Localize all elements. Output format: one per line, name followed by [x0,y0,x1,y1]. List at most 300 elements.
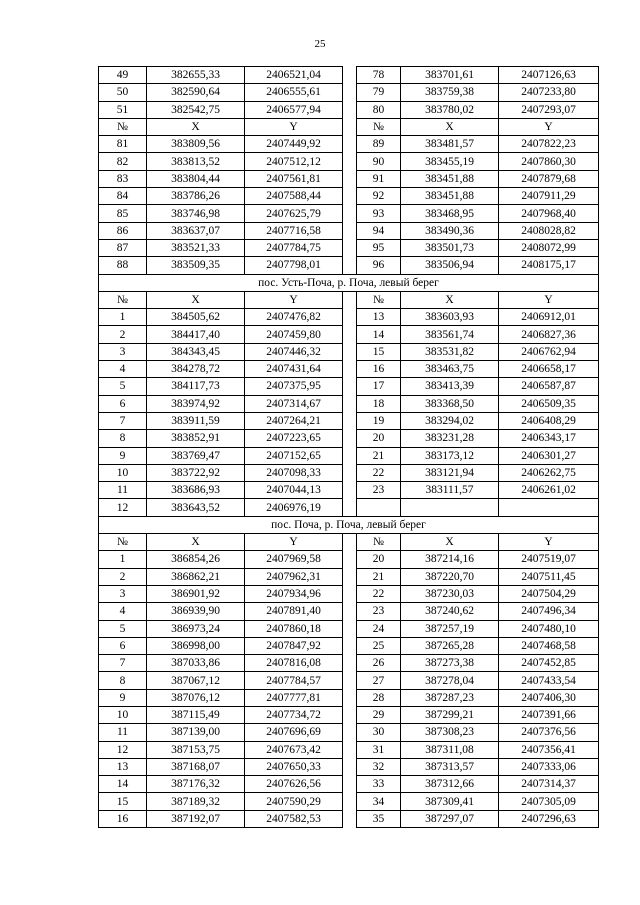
header-y: Y [499,291,599,308]
column-gap [343,585,357,602]
header-y: Y [245,118,343,135]
table-row [99,430,599,447]
y-coordinate: 2407391,66 [499,706,599,723]
x-coordinate: 383413,39 [401,378,499,395]
point-number: 87 [99,239,147,256]
header-row [99,534,599,551]
point-number: 10 [99,464,147,481]
table-row [99,672,599,689]
header-y: Y [245,291,343,308]
column-gap [343,257,357,274]
point-number: 27 [357,672,401,689]
table-row [99,603,599,620]
header-y: Y [499,534,599,551]
column-gap [343,724,357,741]
point-number [357,499,401,516]
point-number: 85 [99,205,147,222]
x-coordinate: 387257,19 [401,620,499,637]
x-coordinate: 384343,45 [147,343,245,360]
table-row [99,637,599,654]
x-coordinate: 383911,59 [147,412,245,429]
y-coordinate: 2406261,02 [499,482,599,499]
x-coordinate: 387240,62 [401,603,499,620]
point-number: 5 [99,620,147,637]
column-gap [343,188,357,205]
table-row [99,482,599,499]
column-gap [343,84,357,101]
point-number: 26 [357,655,401,672]
point-number: 3 [99,585,147,602]
x-coordinate: 387265,28 [401,637,499,654]
point-number: 94 [357,222,401,239]
point-number: 50 [99,84,147,101]
x-coordinate: 383974,92 [147,395,245,412]
y-coordinate: 2407588,44 [245,188,343,205]
table-row [99,378,599,395]
x-coordinate: 383451,88 [401,170,499,187]
x-coordinate: 387176,32 [147,776,245,793]
table-row [99,551,599,568]
table-row [99,136,599,153]
x-coordinate: 383490,36 [401,222,499,239]
x-coordinate: 383468,95 [401,205,499,222]
y-coordinate: 2406301,27 [499,447,599,464]
y-coordinate: 2407784,57 [245,672,343,689]
column-gap [343,741,357,758]
y-coordinate: 2406827,36 [499,326,599,343]
point-number: 34 [357,793,401,810]
point-number: 22 [357,585,401,602]
point-number: 4 [99,361,147,378]
y-coordinate: 2407152,65 [245,447,343,464]
y-coordinate: 2407446,32 [245,343,343,360]
column-gap [343,101,357,118]
point-number: 14 [99,776,147,793]
point-number: 78 [357,67,401,84]
column-gap [343,309,357,326]
y-coordinate: 2407496,34 [499,603,599,620]
section-title-row [99,274,599,291]
y-coordinate: 2407264,21 [245,412,343,429]
y-coordinate: 2407962,31 [245,568,343,585]
point-number: 29 [357,706,401,723]
x-coordinate: 387312,66 [401,776,499,793]
x-coordinate: 387214,16 [401,551,499,568]
column-gap [343,326,357,343]
x-coordinate: 383111,57 [401,482,499,499]
x-coordinate: 382590,64 [147,84,245,101]
header-row [99,118,599,135]
y-coordinate: 2407314,67 [245,395,343,412]
point-number: 16 [357,361,401,378]
table-row [99,101,599,118]
y-coordinate: 2407376,56 [499,724,599,741]
header-x: X [401,118,499,135]
column-gap [343,205,357,222]
point-number: 31 [357,741,401,758]
x-coordinate: 383637,07 [147,222,245,239]
y-coordinate: 2407356,41 [499,741,599,758]
x-coordinate: 383701,61 [401,67,499,84]
y-coordinate: 2407098,33 [245,464,343,481]
x-coordinate: 387153,75 [147,741,245,758]
x-coordinate: 383780,02 [401,101,499,118]
column-gap [343,655,357,672]
point-number: 6 [99,637,147,654]
column-gap [343,706,357,723]
point-number: 12 [99,741,147,758]
point-number: 84 [99,188,147,205]
header-num: № [357,534,401,551]
y-coordinate: 2407223,65 [245,430,343,447]
column-gap [343,67,357,84]
point-number: 1 [99,551,147,568]
y-coordinate: 2407314,37 [499,776,599,793]
x-coordinate: 386862,21 [147,568,245,585]
point-number: 11 [99,482,147,499]
table-row [99,447,599,464]
y-coordinate: 2407433,54 [499,672,599,689]
point-number: 9 [99,447,147,464]
section-title-row [99,516,599,533]
point-number: 22 [357,464,401,481]
y-coordinate: 2407375,95 [245,378,343,395]
x-coordinate: 386854,26 [147,551,245,568]
x-coordinate: 383455,19 [401,153,499,170]
point-number: 86 [99,222,147,239]
point-number: 23 [357,482,401,499]
column-gap [343,689,357,706]
column-gap [343,810,357,827]
x-coordinate: 387168,07 [147,758,245,775]
y-coordinate: 2406587,87 [499,378,599,395]
point-number: 10 [99,706,147,723]
table-row [99,188,599,205]
y-coordinate: 2407044,13 [245,482,343,499]
x-coordinate: 383786,26 [147,188,245,205]
x-coordinate: 383463,75 [401,361,499,378]
x-coordinate: 387313,57 [401,758,499,775]
point-number: 7 [99,412,147,429]
point-number: 14 [357,326,401,343]
x-coordinate: 387273,38 [401,655,499,672]
header-num: № [99,534,147,551]
header-row [99,291,599,308]
point-number: 88 [99,257,147,274]
point-number: 18 [357,395,401,412]
y-coordinate: 2406912,01 [499,309,599,326]
y-coordinate: 2406762,94 [499,343,599,360]
x-coordinate: 387115,49 [147,706,245,723]
column-gap [343,239,357,256]
x-coordinate: 383368,50 [401,395,499,412]
x-coordinate: 383561,74 [401,326,499,343]
x-coordinate: 383759,38 [401,84,499,101]
x-coordinate: 387278,04 [401,672,499,689]
y-coordinate: 2407860,18 [245,620,343,637]
point-number: 11 [99,724,147,741]
point-number: 82 [99,153,147,170]
header-num: № [99,291,147,308]
y-coordinate: 2407847,92 [245,637,343,654]
table-row [99,343,599,360]
point-number: 32 [357,758,401,775]
x-coordinate: 382655,33 [147,67,245,84]
table-row [99,499,599,516]
y-coordinate: 2407625,79 [245,205,343,222]
point-number: 7 [99,655,147,672]
column-gap [343,430,357,447]
point-number: 35 [357,810,401,827]
point-number: 12 [99,499,147,516]
x-coordinate: 383746,98 [147,205,245,222]
y-coordinate: 2407879,68 [499,170,599,187]
point-number: 21 [357,568,401,585]
y-coordinate [499,499,599,516]
x-coordinate: 387192,07 [147,810,245,827]
column-gap [343,603,357,620]
y-coordinate: 2407777,81 [245,689,343,706]
x-coordinate: 386973,24 [147,620,245,637]
y-coordinate: 2407590,29 [245,793,343,810]
y-coordinate: 2407784,75 [245,239,343,256]
y-coordinate: 2407512,12 [245,153,343,170]
column-gap [343,222,357,239]
x-coordinate: 384278,72 [147,361,245,378]
column-gap [343,464,357,481]
x-coordinate: 383501,73 [401,239,499,256]
header-x: X [401,291,499,308]
y-coordinate: 2407233,80 [499,84,599,101]
x-coordinate: 383294,02 [401,412,499,429]
point-number: 16 [99,810,147,827]
x-coordinate: 387287,23 [401,689,499,706]
y-coordinate: 2407452,85 [499,655,599,672]
y-coordinate: 2407860,30 [499,153,599,170]
y-coordinate: 2406577,94 [245,101,343,118]
y-coordinate: 2407911,29 [499,188,599,205]
y-coordinate: 2407561,81 [245,170,343,187]
x-coordinate: 383852,91 [147,430,245,447]
table-row [99,395,599,412]
x-coordinate: 387230,03 [401,585,499,602]
y-coordinate: 2407822,23 [499,136,599,153]
point-number: 25 [357,637,401,654]
point-number: 4 [99,603,147,620]
point-number: 24 [357,620,401,637]
point-number: 89 [357,136,401,153]
point-number: 90 [357,153,401,170]
column-gap [343,758,357,775]
x-coordinate: 383769,47 [147,447,245,464]
x-coordinate: 387220,70 [401,568,499,585]
table-row [99,585,599,602]
y-coordinate: 2407969,58 [245,551,343,568]
y-coordinate: 2407449,92 [245,136,343,153]
point-number: 93 [357,205,401,222]
y-coordinate: 2407798,01 [245,257,343,274]
y-coordinate: 2407305,09 [499,793,599,810]
table-row [99,758,599,775]
x-coordinate: 383603,93 [401,309,499,326]
x-coordinate: 383231,28 [401,430,499,447]
column-gap [343,551,357,568]
point-number: 21 [357,447,401,464]
point-number: 6 [99,395,147,412]
x-coordinate: 383481,57 [401,136,499,153]
table-row [99,620,599,637]
column-gap [343,343,357,360]
x-coordinate: 387189,32 [147,793,245,810]
y-coordinate: 2407504,29 [499,585,599,602]
table-row [99,724,599,741]
y-coordinate: 2406509,35 [499,395,599,412]
y-coordinate: 2406262,75 [499,464,599,481]
x-coordinate: 387297,07 [401,810,499,827]
page-number: 25 [314,38,326,50]
x-coordinate: 383804,44 [147,170,245,187]
point-number: 81 [99,136,147,153]
y-coordinate: 2407480,10 [499,620,599,637]
x-coordinate: 387076,12 [147,689,245,706]
column-gap [343,499,357,516]
x-coordinate: 387299,21 [401,706,499,723]
point-number: 20 [357,430,401,447]
column-gap [343,170,357,187]
header-x: X [147,534,245,551]
y-coordinate: 2407673,42 [245,741,343,758]
table-row [99,741,599,758]
point-number: 13 [357,309,401,326]
table-row [99,239,599,256]
x-coordinate: 383173,12 [401,447,499,464]
point-number: 91 [357,170,401,187]
y-coordinate: 2407716,58 [245,222,343,239]
column-gap [343,136,357,153]
point-number: 33 [357,776,401,793]
point-number: 49 [99,67,147,84]
y-coordinate: 2407126,63 [499,67,599,84]
table-row [99,412,599,429]
header-x: X [147,291,245,308]
point-number: 95 [357,239,401,256]
point-number: 51 [99,101,147,118]
y-coordinate: 2407582,53 [245,810,343,827]
x-coordinate: 386998,00 [147,637,245,654]
x-coordinate: 383813,52 [147,153,245,170]
x-coordinate: 387139,00 [147,724,245,741]
point-number: 9 [99,689,147,706]
y-coordinate: 2406555,61 [245,84,343,101]
point-number: 3 [99,343,147,360]
y-coordinate: 2407934,96 [245,585,343,602]
table-row [99,257,599,274]
point-number: 8 [99,672,147,689]
table-row [99,706,599,723]
x-coordinate: 383506,94 [401,257,499,274]
point-number: 28 [357,689,401,706]
column-gap [343,482,357,499]
header-num: № [357,291,401,308]
y-coordinate: 2407406,30 [499,689,599,706]
y-coordinate: 2407476,82 [245,309,343,326]
point-number: 2 [99,326,147,343]
y-coordinate: 2407696,69 [245,724,343,741]
column-gap [343,776,357,793]
column-gap [343,153,357,170]
column-gap [343,534,357,551]
point-number: 2 [99,568,147,585]
x-coordinate: 383521,33 [147,239,245,256]
y-coordinate: 2408028,82 [499,222,599,239]
x-coordinate: 383809,56 [147,136,245,153]
column-gap [343,412,357,429]
point-number: 17 [357,378,401,395]
y-coordinate: 2407511,45 [499,568,599,585]
x-coordinate: 384417,40 [147,326,245,343]
table-row [99,222,599,239]
column-gap [343,793,357,810]
x-coordinate: 386901,92 [147,585,245,602]
x-coordinate: 382542,75 [147,101,245,118]
column-gap [343,620,357,637]
point-number: 83 [99,170,147,187]
column-gap [343,447,357,464]
table-row [99,689,599,706]
table-row [99,84,599,101]
x-coordinate [401,499,499,516]
x-coordinate: 383121,94 [401,464,499,481]
x-coordinate: 383451,88 [401,188,499,205]
point-number: 23 [357,603,401,620]
table-row [99,810,599,827]
coordinates-table [98,66,599,828]
point-number: 92 [357,188,401,205]
y-coordinate: 2407293,07 [499,101,599,118]
y-coordinate: 2407650,33 [245,758,343,775]
table-row [99,776,599,793]
point-number: 15 [99,793,147,810]
x-coordinate: 387311,08 [401,741,499,758]
x-coordinate: 383722,92 [147,464,245,481]
y-coordinate: 2407296,63 [499,810,599,827]
y-coordinate: 2406521,04 [245,67,343,84]
point-number: 5 [99,378,147,395]
y-coordinate: 2407431,64 [245,361,343,378]
y-coordinate: 2407734,72 [245,706,343,723]
y-coordinate: 2408175,17 [499,257,599,274]
point-number: 80 [357,101,401,118]
y-coordinate: 2406408,29 [499,412,599,429]
table-row [99,153,599,170]
point-number: 79 [357,84,401,101]
x-coordinate: 383531,82 [401,343,499,360]
point-number: 13 [99,758,147,775]
table-row [99,568,599,585]
table-row [99,205,599,222]
column-gap [343,361,357,378]
table-row [99,326,599,343]
y-coordinate: 2407468,58 [499,637,599,654]
column-gap [343,378,357,395]
point-number: 19 [357,412,401,429]
point-number: 20 [357,551,401,568]
x-coordinate: 387309,41 [401,793,499,810]
x-coordinate: 387308,23 [401,724,499,741]
header-x: X [401,534,499,551]
header-num: № [99,118,147,135]
y-coordinate: 2407968,40 [499,205,599,222]
